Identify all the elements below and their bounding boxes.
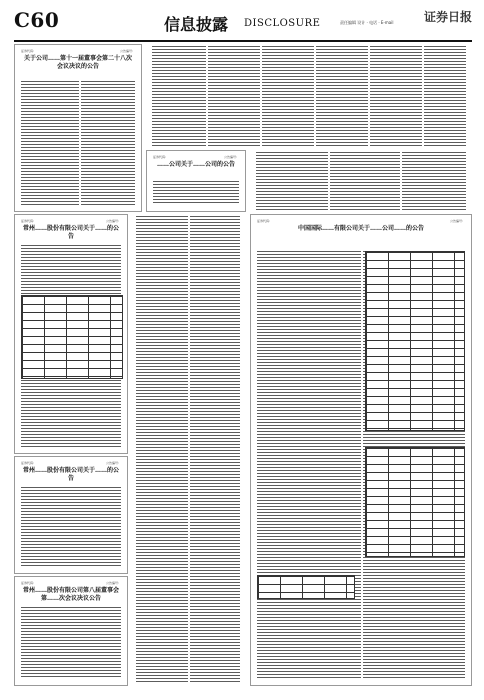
section-title-en: DISCLOSURE: [244, 18, 321, 29]
section-title: 信息披露: [164, 15, 229, 34]
article-title: 常州……股份有限公司关于……的公告: [23, 225, 120, 240]
data-table-2: [365, 447, 465, 557]
article-codes: 证券代码： 公告编号：: [21, 461, 121, 465]
article-codes: 证券代码： 公告编号：: [257, 219, 465, 223]
data-table-1: [365, 251, 465, 431]
article-title: 关于公司……第十一届董事会第二十八次会议决议的公告: [23, 55, 132, 70]
article-3-continued: [250, 150, 472, 212]
article-body: [21, 487, 121, 567]
article-body: [153, 181, 239, 205]
article-codes: 证券代码： 公告编号：: [153, 155, 239, 159]
article-codes: 证券代码： 公告编号：: [21, 581, 121, 585]
article-2: [146, 150, 246, 212]
article-codes: 证券代码： 公告编号：: [21, 219, 121, 223]
article-1: [14, 44, 142, 212]
article-6: [14, 576, 128, 686]
masthead: [14, 6, 472, 42]
article-table: [21, 295, 123, 379]
article-2-continued: [146, 44, 472, 148]
editor-line: 责任编辑 设计 · 电话 · E-mail: [340, 20, 394, 25]
data-table-3: [257, 575, 355, 599]
article-codes: 证券代码： 公告编号：: [21, 49, 135, 53]
article-body: [21, 81, 135, 205]
article-7: [250, 214, 472, 686]
article-title: 中国国际……有限公司关于……公司……的公告: [297, 225, 424, 232]
article-title: 常州……股份有限公司第八届董事会第……次会议决议公告: [23, 587, 120, 602]
article-4: [14, 214, 128, 454]
article-4-continued: [130, 214, 246, 686]
article-body: [152, 46, 466, 146]
page-number: C60: [14, 8, 60, 32]
article-5: [14, 456, 128, 574]
article-body: [21, 607, 121, 679]
article-title: ……公司关于……公司的公告: [156, 161, 235, 168]
article-title: 常州……股份有限公司关于……的公告: [23, 467, 120, 482]
article-body: [256, 152, 466, 210]
newspaper-logo: 证券日报: [423, 10, 472, 24]
article-body: [136, 216, 240, 684]
editor-info: [340, 20, 432, 26]
